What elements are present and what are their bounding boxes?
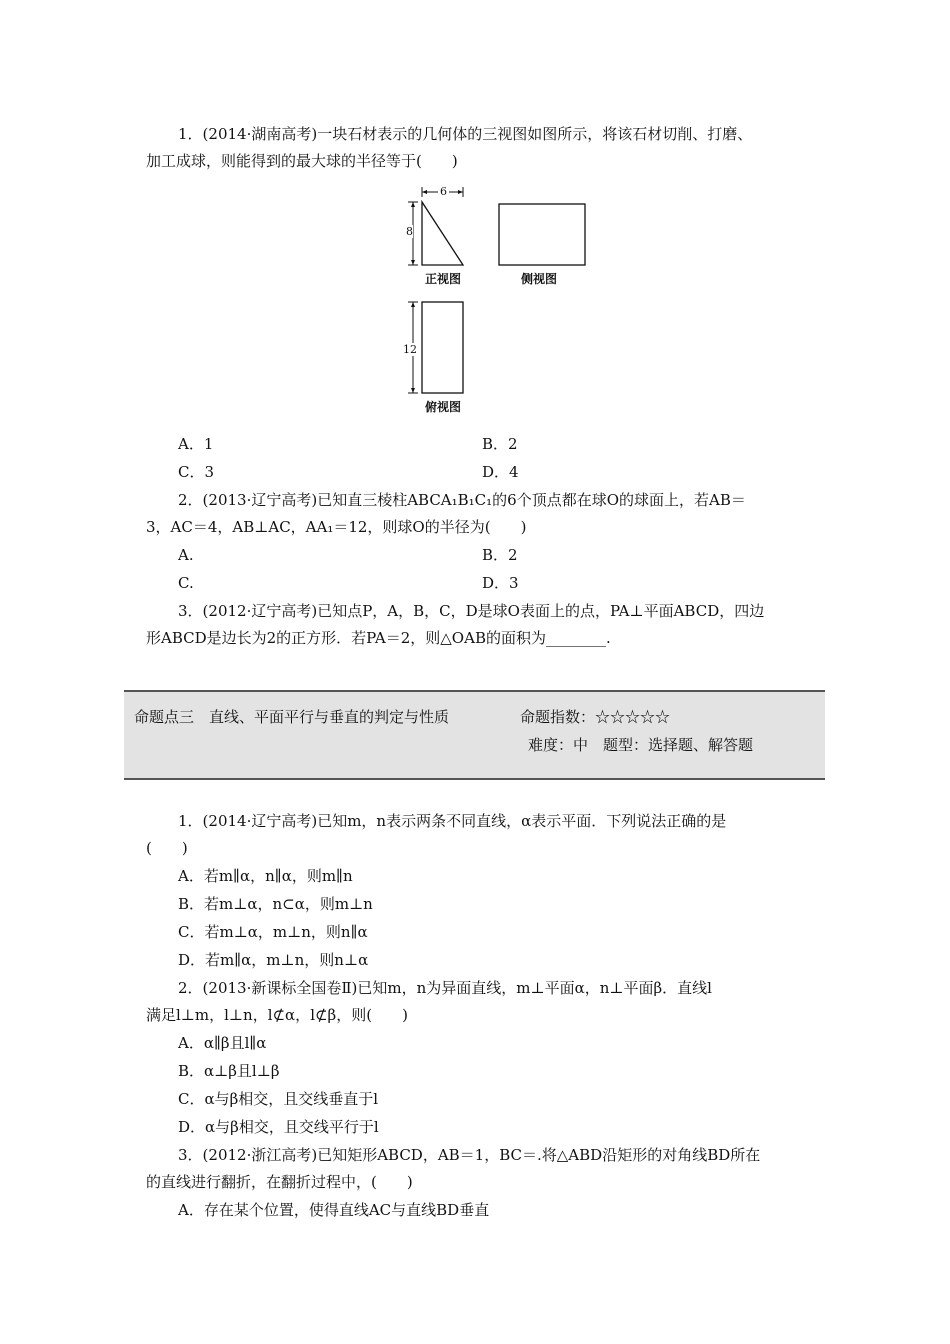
q1-option-d: D．4 — [482, 463, 519, 481]
q1-option-b: B．2 — [482, 435, 518, 453]
q1-option-c: C．3 — [178, 463, 215, 481]
section-meta: 难度：中 题型：选择题、解答题 — [528, 736, 754, 754]
p2-q3-text-line2: 的直线进行翻折，在翻折过程中，( ) — [146, 1173, 413, 1191]
p2-q1-option-d: D．若m∥α，m⊥n，则n⊥α — [178, 951, 369, 969]
dim-width-label: 6 — [440, 185, 447, 198]
top-view-rect — [422, 302, 463, 393]
q3-text-line1: 3．(2012·辽宁高考)已知点P，A，B，C，D是球O表面上的点，PA⊥平面ABCD，四边 — [178, 602, 765, 620]
q1-option-a: A．1 — [178, 435, 214, 453]
p2-q2-text-line1: 2．(2013·新课标全国卷Ⅱ)已知m，n为异面直线，m⊥平面α，n⊥平面β．直线l — [178, 979, 712, 997]
section-header-box — [124, 690, 825, 780]
p2-q2-text-line2: 满足l⊥m，l⊥n，l⊄α，l⊄β，则( ) — [146, 1006, 408, 1024]
q1-text-line1: 1．(2014·湖南高考)一块石材表示的几何体的三视图如图所示，将该石材切削、打磨、 — [178, 125, 753, 143]
q2-text-line1: 2．(2013·辽宁高考)已知直三棱柱ABCA₁B₁C₁的6个顶点都在球O的球面上，若AB＝ — [178, 491, 746, 509]
p2-q3-text-line1: 3．(2012·浙江高考)已知矩形ABCD，AB＝1，BC＝.将△ABD沿矩形的对角线BD所在 — [178, 1146, 761, 1164]
top-view-label: 俯视图 — [425, 400, 462, 414]
front-view-label: 正视图 — [425, 272, 462, 286]
p2-q2-option-a: A．α∥β且l∥α — [178, 1034, 267, 1052]
q2-option-a: A. — [178, 546, 194, 564]
side-view-rect — [499, 204, 585, 265]
section-title: 命题点三 直线、平面平行与垂直的判定与性质 — [134, 708, 450, 726]
section-index: 命题指数：☆☆☆☆☆ — [520, 708, 671, 726]
p2-q1-option-b: B．若m⊥α，n⊂α，则m⊥n — [178, 895, 373, 913]
q3-text-line2: 形ABCD是边长为2的正方形．若PA＝2，则△OAB的面积为________. — [146, 629, 611, 647]
p2-q2-option-b: B．α⊥β且l⊥β — [178, 1062, 280, 1080]
q2-option-b: B．2 — [482, 546, 518, 564]
three-view-figure — [395, 182, 600, 422]
p2-q1-option-a: A．若m∥α，n∥α，则m∥n — [178, 867, 353, 885]
p2-q2-option-d: D．α与β相交，且交线平行于l — [178, 1118, 379, 1136]
q2-option-d: D．3 — [482, 574, 519, 592]
p2-q1-option-c: C．若m⊥α，m⊥n，则n∥α — [178, 923, 368, 941]
p2-q2-option-c: C．α与β相交，且交线垂直于l — [178, 1090, 379, 1108]
dim-height-label: 8 — [406, 225, 413, 238]
p2-q3-option-a: A．存在某个位置，使得直线AC与直线BD垂直 — [178, 1201, 490, 1219]
dim-depth-label: 12 — [403, 343, 417, 356]
side-view-label: 侧视图 — [521, 272, 558, 286]
q1-text-line2: 加工成球，则能得到的最大球的半径等于( ) — [146, 152, 458, 170]
p2-q1-text-line1: 1．(2014·辽宁高考)已知m，n表示两条不同直线，α表示平面．下列说法正确的是 — [178, 812, 727, 830]
p2-q1-text-line2: ( ) — [146, 839, 188, 857]
q2-text-line2: 3，AC＝4，AB⊥AC，AA₁＝12，则球O的半径为( ) — [146, 518, 527, 536]
front-view-triangle — [422, 202, 463, 265]
q2-option-c: C. — [178, 574, 194, 592]
